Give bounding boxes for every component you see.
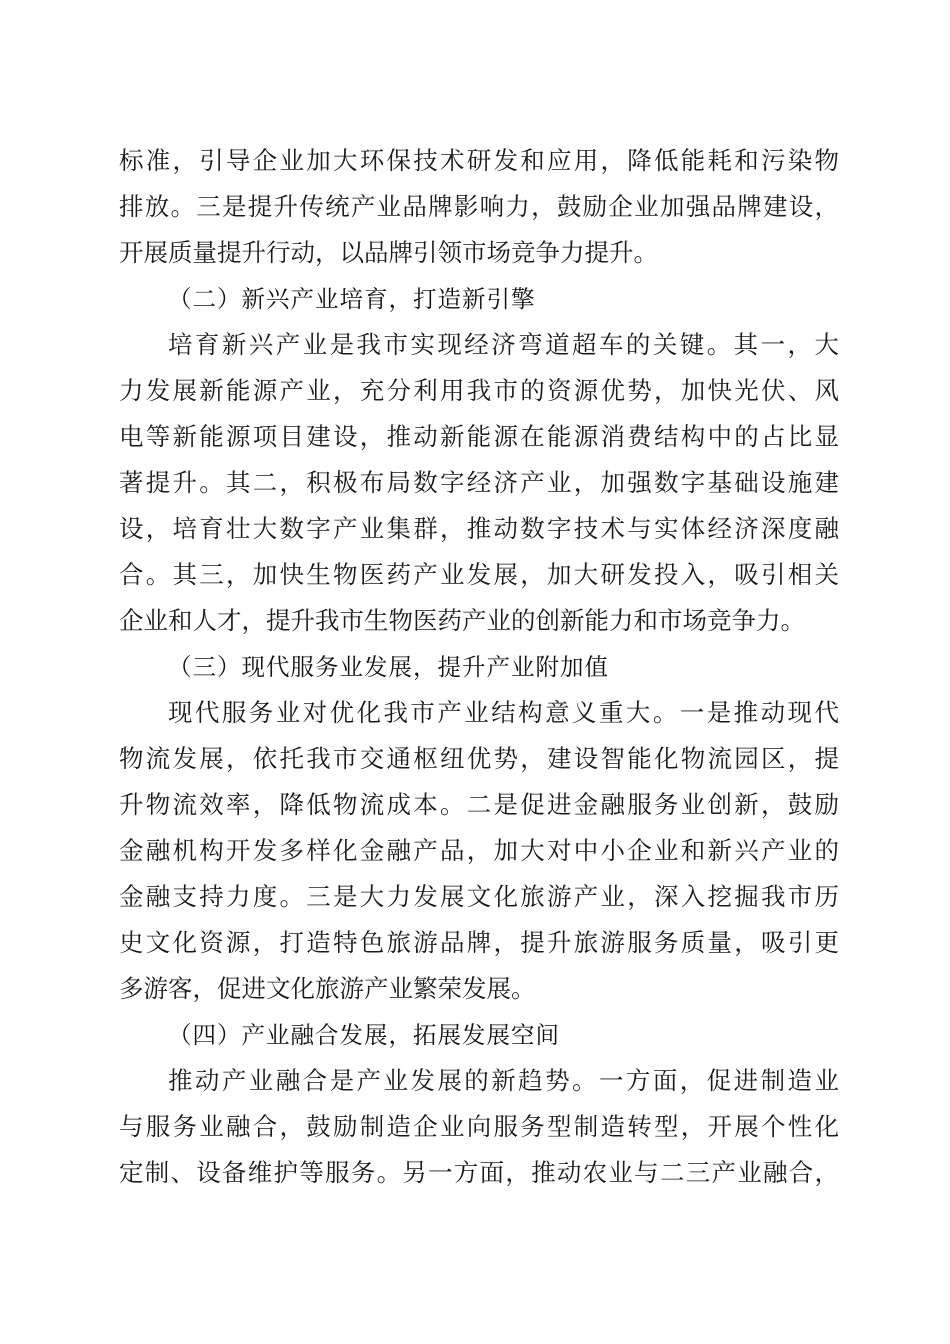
paragraph-industry-integration: [119, 1058, 839, 1196]
paragraph-line: 排放。三是提升传统产业品牌影响力，鼓励企业加强品牌建设，: [119, 192, 839, 221]
paragraph-line: 合。其三，加快生物医药产业发展，加大研发投入，吸引相关: [119, 560, 839, 589]
paragraph-line: 电等新能源项目建设，推动新能源在能源消费结构中的占比显: [119, 422, 839, 451]
paragraph-line: 升物流效率，降低物流成本。二是促进金融服务业创新，鼓励: [119, 790, 839, 819]
paragraph-line: 标准，引导企业加大环保技术研发和应用，降低能耗和污染物: [119, 146, 839, 175]
section-heading-modern-services: （三）现代服务业发展，提升产业附加值: [168, 653, 609, 681]
section-heading-industry-integration: （四）产业融合发展，拓展发展空间: [168, 1021, 560, 1049]
paragraph-line: 开展质量提升行动，以品牌引领市场竞争力提升。: [119, 238, 658, 267]
document-body: [119, 138, 839, 1196]
paragraph-line: 力发展新能源产业，充分利用我市的资源优势，加快光伏、风: [119, 376, 839, 405]
paragraph-emerging-industries: [119, 322, 839, 644]
paragraph-line: 培育新兴产业是我市实现经济弯道超车的关键。其一，大: [168, 330, 839, 359]
section-heading-emerging-industries: （二）新兴产业培育，打造新引擎: [168, 285, 536, 313]
paragraph-line: 多游客，促进文化旅游产业繁荣发展。: [119, 974, 536, 1003]
paragraph-line: 推动产业融合是产业发展的新趋势。一方面，促进制造业: [168, 1066, 839, 1095]
paragraph-line: 金融支持力度。三是大力发展文化旅游产业，深入挖掘我市历: [119, 882, 839, 911]
paragraph-line: 著提升。其二，积极布局数字经济产业，加强数字基础设施建: [119, 468, 839, 497]
paragraph-line: 企业和人才，提升我市生物医药产业的创新能力和市场竞争力。: [119, 606, 805, 635]
paragraph-modern-services: [119, 690, 839, 1012]
paragraph-line: 现代服务业对优化我市产业结构意义重大。一是推动现代: [168, 698, 839, 727]
paragraph-line: 物流发展，依托我市交通枢纽优势，建设智能化物流园区，提: [119, 744, 839, 773]
paragraph-environmental-standards: [119, 138, 839, 276]
paragraph-line: 金融机构开发多样化金融产品，加大对中小企业和新兴产业的: [119, 836, 839, 865]
paragraph-line: 设，培育壮大数字产业集群，推动数字技术与实体经济深度融: [119, 514, 839, 543]
paragraph-line: 定制、设备维护等服务。另一方面，推动农业与二三产业融合，: [119, 1158, 839, 1187]
paragraph-line: 与服务业融合，鼓励制造企业向服务型制造转型，开展个性化: [119, 1112, 839, 1141]
paragraph-line: 史文化资源，打造特色旅游品牌，提升旅游服务质量，吸引更: [119, 928, 839, 957]
